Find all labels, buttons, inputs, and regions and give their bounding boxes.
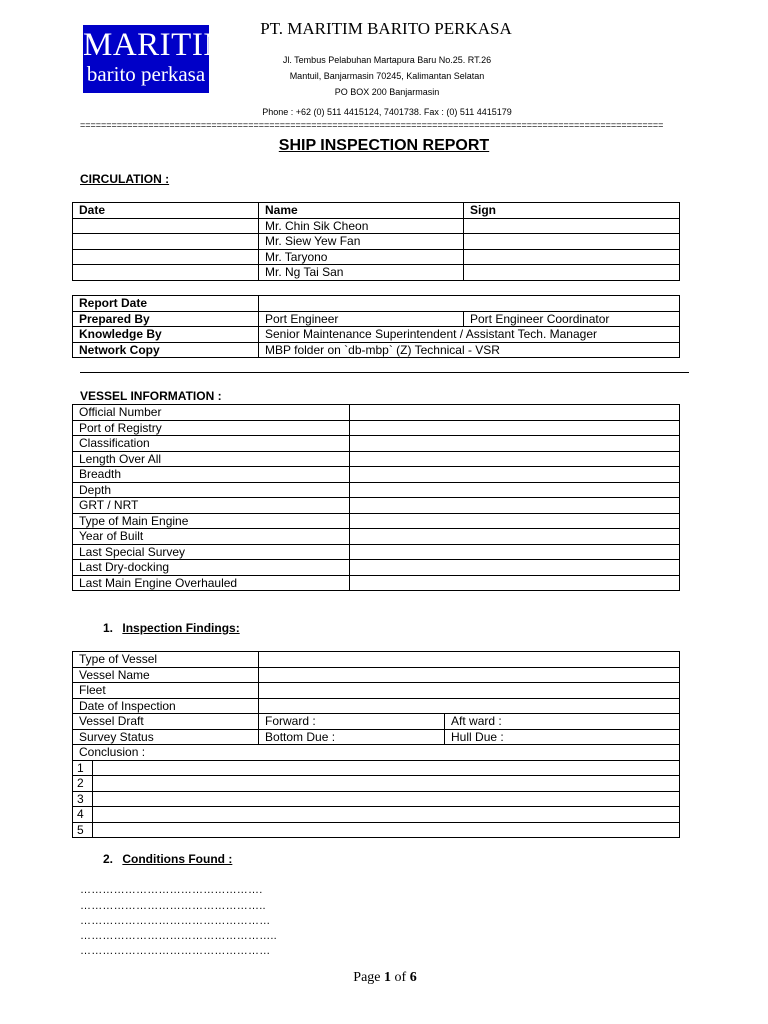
table-row bbox=[73, 667, 680, 683]
field-value[interactable] bbox=[350, 482, 680, 498]
field-value[interactable] bbox=[350, 575, 680, 591]
circulation-heading: CIRCULATION : bbox=[80, 172, 170, 186]
name-cell: Mr. Chin Sik Cheon bbox=[259, 218, 464, 234]
conclusion-number: 4 bbox=[73, 807, 93, 823]
field-label: Last Special Survey bbox=[73, 544, 350, 560]
table-row bbox=[73, 234, 680, 250]
table-row bbox=[73, 544, 680, 560]
field-value[interactable] bbox=[350, 529, 680, 545]
field-value[interactable] bbox=[350, 560, 680, 576]
table-row bbox=[73, 218, 680, 234]
current-page: 1 bbox=[384, 970, 392, 985]
field-label: Official Number bbox=[73, 405, 350, 421]
company-address-2: Mantuil, Banjarmasin 70245, Kalimantan Selatan bbox=[289, 71, 485, 81]
date-of-inspection-value[interactable] bbox=[259, 698, 680, 714]
name-cell: Mr. Siew Yew Fan bbox=[259, 234, 464, 250]
logo-line-1: MARITIM bbox=[83, 27, 234, 63]
field-value[interactable] bbox=[350, 544, 680, 560]
conclusion-item[interactable] bbox=[93, 791, 680, 807]
table-row bbox=[73, 405, 680, 421]
table-row bbox=[73, 776, 680, 792]
table-row bbox=[73, 203, 680, 219]
field-value[interactable] bbox=[350, 420, 680, 436]
field-value[interactable] bbox=[350, 405, 680, 421]
report-date-value[interactable] bbox=[259, 296, 680, 312]
table-row bbox=[73, 467, 680, 483]
name-cell: Mr. Ng Tai San bbox=[259, 265, 464, 281]
table-row bbox=[73, 420, 680, 436]
fleet-value[interactable] bbox=[259, 683, 680, 699]
header-name: Name bbox=[259, 203, 464, 219]
field-label: Year of Built bbox=[73, 529, 350, 545]
company-name: PT. MARITIM BARITO PERKASA bbox=[260, 19, 512, 38]
conditions-line[interactable]: …………………………………………… bbox=[80, 945, 271, 957]
header-sign: Sign bbox=[464, 203, 680, 219]
field-label: Last Main Engine Overhauled bbox=[73, 575, 350, 591]
conditions-title: Conditions Found : bbox=[122, 852, 233, 866]
conditions-line[interactable]: …………………………………………. bbox=[80, 884, 263, 896]
findings-heading bbox=[103, 621, 240, 635]
forward-field[interactable]: Forward : bbox=[259, 714, 445, 730]
conclusion-number: 2 bbox=[73, 776, 93, 792]
findings-table bbox=[72, 651, 680, 838]
vessel-info-table bbox=[72, 404, 680, 591]
date-of-inspection-label: Date of Inspection bbox=[73, 698, 259, 714]
circulation-table bbox=[72, 202, 680, 281]
conditions-line[interactable]: …………………………………………….. bbox=[80, 930, 277, 942]
page-label: Page bbox=[353, 970, 381, 985]
field-value[interactable] bbox=[350, 513, 680, 529]
hull-due-field[interactable]: Hull Due : bbox=[445, 729, 680, 745]
conclusion-item[interactable] bbox=[93, 807, 680, 823]
company-address-1: Jl. Tembus Pelabuhan Martapura Baru No.25. RT.26 bbox=[282, 55, 492, 65]
date-cell[interactable] bbox=[73, 234, 259, 250]
date-cell[interactable] bbox=[73, 218, 259, 234]
field-label: Type of Main Engine bbox=[73, 513, 350, 529]
conditions-heading bbox=[103, 852, 232, 866]
prepared-by-engineer: Port Engineer bbox=[259, 311, 464, 327]
vessel-name-label: Vessel Name bbox=[73, 667, 259, 683]
conditions-line[interactable]: ………………………………………….. bbox=[80, 900, 266, 912]
network-copy-label: Network Copy bbox=[73, 342, 259, 358]
conclusion-label: Conclusion : bbox=[73, 745, 680, 761]
header-date: Date bbox=[73, 203, 259, 219]
table-row bbox=[73, 698, 680, 714]
field-label: Depth bbox=[73, 482, 350, 498]
page-number bbox=[250, 970, 520, 986]
table-row bbox=[73, 249, 680, 265]
table-row bbox=[73, 560, 680, 576]
date-cell[interactable] bbox=[73, 265, 259, 281]
table-row bbox=[73, 342, 680, 358]
conclusion-number: 5 bbox=[73, 822, 93, 838]
logo-line-2: barito perkasa bbox=[86, 62, 206, 86]
type-of-vessel-value[interactable] bbox=[259, 652, 680, 668]
conditions-line[interactable]: …………………………………………… bbox=[80, 915, 271, 927]
table-row bbox=[73, 575, 680, 591]
field-value[interactable] bbox=[350, 436, 680, 452]
name-cell: Mr. Taryono bbox=[259, 249, 464, 265]
report-title: SHIP INSPECTION REPORT bbox=[278, 137, 490, 154]
table-row bbox=[73, 683, 680, 699]
survey-status-label: Survey Status bbox=[73, 729, 259, 745]
company-pobox: PO BOX 200 Banjarmasin bbox=[334, 87, 440, 97]
sign-cell[interactable] bbox=[464, 234, 680, 250]
field-label: Last Dry-docking bbox=[73, 560, 350, 576]
findings-title: Inspection Findings: bbox=[122, 621, 240, 635]
knowledge-by-value: Senior Maintenance Superintendent / Assistant Tech. Manager bbox=[259, 327, 680, 343]
conclusion-item[interactable] bbox=[93, 760, 680, 776]
separator-line: =============================================================================================================== bbox=[80, 120, 664, 130]
prepared-by-coordinator: Port Engineer Coordinator bbox=[464, 311, 680, 327]
company-logo bbox=[83, 25, 234, 93]
table-row bbox=[73, 311, 680, 327]
aftward-field[interactable]: Aft ward : bbox=[445, 714, 680, 730]
table-row bbox=[73, 807, 680, 823]
report-details-table bbox=[72, 295, 680, 358]
report-date-label: Report Date bbox=[73, 296, 259, 312]
conclusion-item[interactable] bbox=[93, 776, 680, 792]
date-cell[interactable] bbox=[73, 249, 259, 265]
table-row bbox=[73, 791, 680, 807]
field-label: Classification bbox=[73, 436, 350, 452]
table-row bbox=[73, 296, 680, 312]
field-label: Length Over All bbox=[73, 451, 350, 467]
findings-number: 1. bbox=[103, 621, 114, 635]
field-label: Port of Registry bbox=[73, 420, 350, 436]
prepared-by-label: Prepared By bbox=[73, 311, 259, 327]
table-row bbox=[73, 729, 680, 745]
table-row bbox=[73, 265, 680, 281]
vessel-draft-label: Vessel Draft bbox=[73, 714, 259, 730]
table-row bbox=[73, 529, 680, 545]
network-copy-value: MBP folder on `db-mbp` (Z) Technical - VSR bbox=[259, 342, 680, 358]
total-pages: 6 bbox=[409, 970, 417, 985]
fleet-label: Fleet bbox=[73, 683, 259, 699]
table-row bbox=[73, 451, 680, 467]
sign-cell[interactable] bbox=[464, 265, 680, 281]
sign-cell[interactable] bbox=[464, 249, 680, 265]
conclusion-number: 1 bbox=[73, 760, 93, 776]
table-row bbox=[73, 436, 680, 452]
table-row bbox=[73, 513, 680, 529]
type-of-vessel-label: Type of Vessel bbox=[73, 652, 259, 668]
conditions-number: 2. bbox=[103, 852, 114, 866]
field-label: Breadth bbox=[73, 467, 350, 483]
table-row bbox=[73, 498, 680, 514]
vessel-info-heading: VESSEL INFORMATION : bbox=[80, 389, 222, 403]
table-row bbox=[73, 760, 680, 776]
table-row bbox=[73, 652, 680, 668]
table-row bbox=[73, 327, 680, 343]
field-value[interactable] bbox=[350, 467, 680, 483]
table-row bbox=[73, 482, 680, 498]
sign-cell[interactable] bbox=[464, 218, 680, 234]
conclusion-item[interactable] bbox=[93, 822, 680, 838]
divider-line bbox=[80, 372, 689, 373]
bottom-due-field[interactable]: Bottom Due : bbox=[259, 729, 445, 745]
conclusion-number: 3 bbox=[73, 791, 93, 807]
vessel-name-value[interactable] bbox=[259, 667, 680, 683]
field-value[interactable] bbox=[350, 498, 680, 514]
field-label: GRT / NRT bbox=[73, 498, 350, 514]
of-label: of bbox=[394, 970, 407, 985]
table-row bbox=[73, 822, 680, 838]
table-row bbox=[73, 745, 680, 761]
table-row bbox=[73, 714, 680, 730]
field-value[interactable] bbox=[350, 451, 680, 467]
company-phone: Phone : +62 (0) 511 4415124, 7401738. Fax : (0) 511 4415179 bbox=[262, 107, 512, 117]
knowledge-by-label: Knowledge By bbox=[73, 327, 259, 343]
